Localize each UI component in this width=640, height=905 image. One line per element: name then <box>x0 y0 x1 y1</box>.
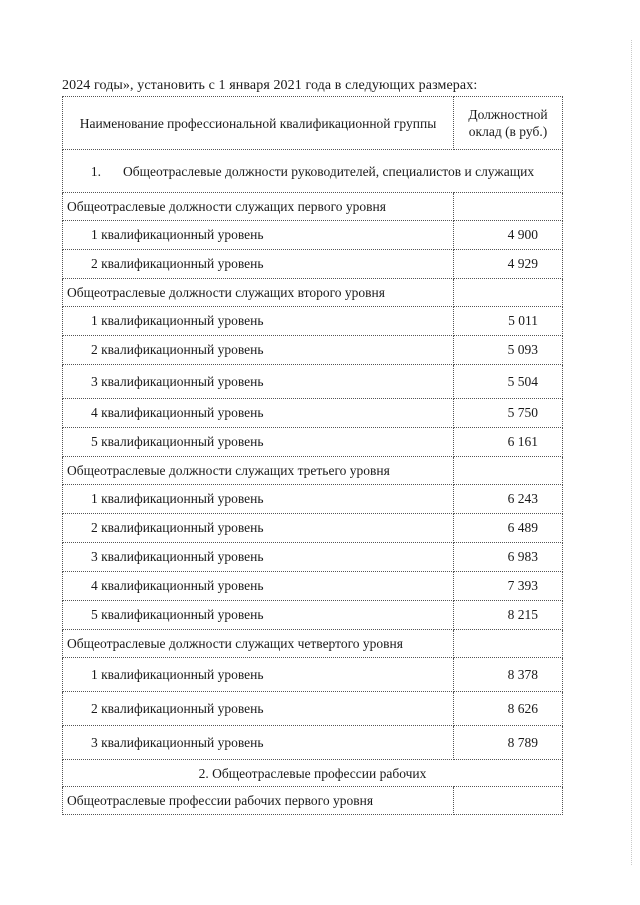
level-row <box>63 543 563 572</box>
level-row <box>63 514 563 543</box>
group-row-2 <box>63 279 563 307</box>
level-label: 1 квалификационный уровень <box>63 307 454 336</box>
level-label: 3 квалификационный уровень <box>63 726 454 760</box>
group-salary-empty <box>454 630 563 658</box>
level-row <box>63 485 563 514</box>
group-salary-empty <box>454 457 563 485</box>
group-name: Общеотраслевые должности служащих четвертого уровня <box>63 630 454 658</box>
level-label: 1 квалификационный уровень <box>63 221 454 250</box>
level-label: 1 квалификационный уровень <box>63 658 454 692</box>
level-salary: 4 900 <box>454 221 563 250</box>
group-name: Общеотраслевые профессии рабочих первого уровня <box>63 787 454 815</box>
group-name: Общеотраслевые должности служащих второго уровня <box>63 279 454 307</box>
level-label: 2 квалификационный уровень <box>63 250 454 279</box>
level-label: 5 квалификационный уровень <box>63 601 454 630</box>
level-label: 4 квалификационный уровень <box>63 572 454 601</box>
group-row-1 <box>63 193 563 221</box>
level-salary: 4 929 <box>454 250 563 279</box>
section-row-1 <box>63 150 563 193</box>
section-row-2 <box>63 760 563 787</box>
group-row-5 <box>63 787 563 815</box>
level-row <box>63 307 563 336</box>
level-salary: 8 215 <box>454 601 563 630</box>
level-row <box>63 250 563 279</box>
section-number-1: 1. <box>90 163 102 179</box>
table-header-row <box>63 97 563 150</box>
section-title-2: 2. Общеотраслевые профессии рабочих <box>63 760 563 787</box>
group-name: Общеотраслевые должности служащих третьего уровня <box>63 457 454 485</box>
salary-table <box>62 96 563 815</box>
level-salary: 6 983 <box>454 543 563 572</box>
level-row <box>63 365 563 399</box>
level-salary: 5 504 <box>454 365 563 399</box>
group-salary-empty <box>454 787 563 815</box>
level-salary: 5 093 <box>454 336 563 365</box>
level-salary: 5 011 <box>454 307 563 336</box>
header-group-name: Наименование профессиональной квалификационной группы <box>63 97 454 150</box>
level-label: 2 квалификационный уровень <box>63 692 454 726</box>
level-salary: 8 378 <box>454 658 563 692</box>
level-salary: 5 750 <box>454 399 563 428</box>
level-salary: 7 393 <box>454 572 563 601</box>
level-row <box>63 601 563 630</box>
section-title-1 <box>63 150 563 193</box>
level-salary: 8 626 <box>454 692 563 726</box>
group-salary-empty <box>454 279 563 307</box>
level-label: 3 квалификационный уровень <box>63 543 454 572</box>
level-row <box>63 221 563 250</box>
intro-text: 2024 годы», установить с 1 января 2021 года в следующих размерах: <box>62 78 478 93</box>
group-name: Общеотраслевые должности служащих первого уровня <box>63 193 454 221</box>
level-label: 2 квалификационный уровень <box>63 514 454 543</box>
group-row-3 <box>63 457 563 485</box>
scan-edge-marks <box>629 40 632 865</box>
level-label: 4 квалификационный уровень <box>63 399 454 428</box>
level-salary: 8 789 <box>454 726 563 760</box>
level-row <box>63 336 563 365</box>
level-salary: 6 161 <box>454 428 563 457</box>
level-label: 3 квалификационный уровень <box>63 365 454 399</box>
level-label: 5 квалификационный уровень <box>63 428 454 457</box>
level-row <box>63 726 563 760</box>
level-row <box>63 428 563 457</box>
level-label: 2 квалификационный уровень <box>63 336 454 365</box>
group-row-4 <box>63 630 563 658</box>
level-row <box>63 572 563 601</box>
level-label: 1 квалификационный уровень <box>63 485 454 514</box>
header-salary: Должностной оклад (в руб.) <box>454 97 563 150</box>
level-row <box>63 399 563 428</box>
level-salary: 6 489 <box>454 514 563 543</box>
level-salary: 6 243 <box>454 485 563 514</box>
section-text-1: Общеотраслевые должности руководителей, специалистов и служащих <box>123 163 535 179</box>
level-row <box>63 692 563 726</box>
level-row <box>63 658 563 692</box>
group-salary-empty <box>454 193 563 221</box>
